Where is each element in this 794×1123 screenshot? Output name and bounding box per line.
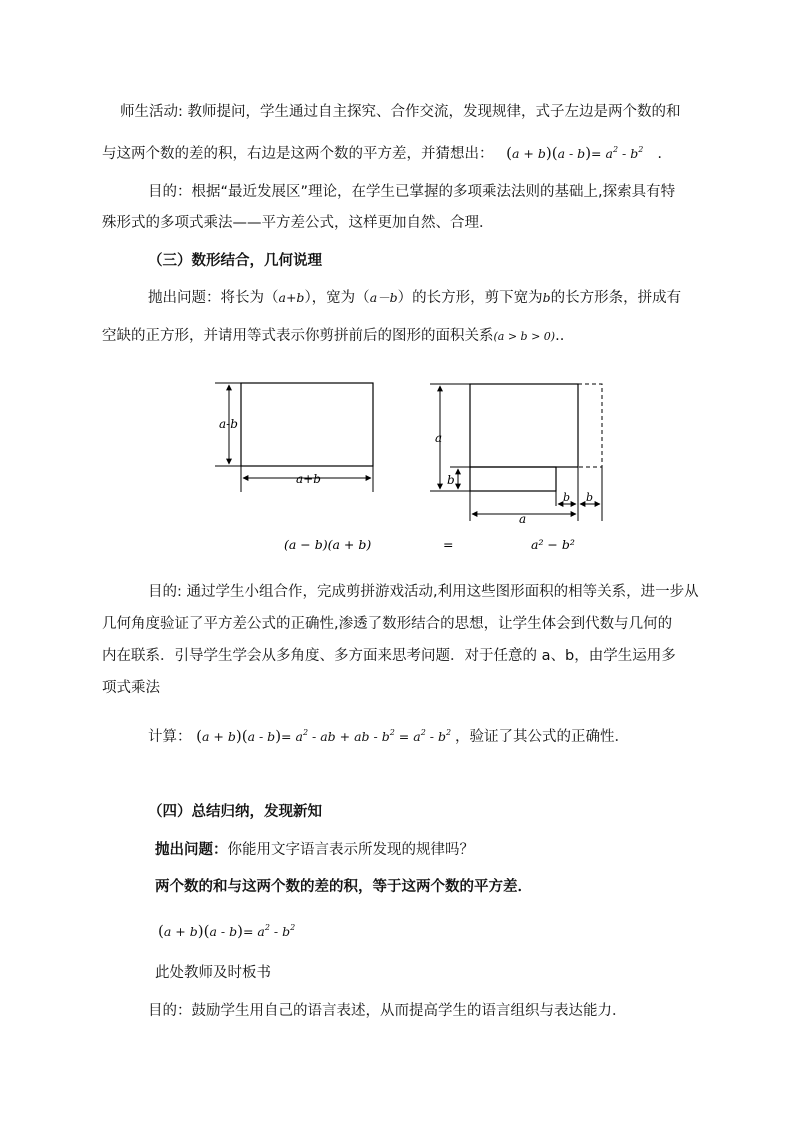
left-rectangle (241, 383, 373, 466)
right-bottom-strip (470, 467, 556, 491)
calc-line (148, 723, 629, 747)
right-square (470, 384, 578, 467)
left-width-label: a+b (296, 472, 321, 486)
question-label: 抛出问题： (155, 842, 228, 858)
problem-text-b: ），宽为（ (304, 290, 370, 306)
var-a-minus-b: a－b (369, 290, 398, 305)
purpose-2-line-3: 内在联系．引导学生学会从多角度、多方面来思考问题．对于任意的 a、b，由学生运用多 (102, 648, 676, 664)
condition: (a > b > 0) (493, 330, 556, 343)
rule-statement: 两个数的和与这两个数的差的积，等于这两个数的平方差． (155, 879, 532, 895)
right-b1-label: b (563, 491, 571, 504)
purpose-2-line-1: 目的: 通过学生小组合作，完成剪拼游戏活动,利用这些图形面积的相等关系，进一步从 (148, 584, 699, 600)
purpose-2-line-2: 几何角度验证了平方差公式的正确性,渗透了数形结合的思想，让学生体会到代数与几何的 (102, 616, 673, 632)
right-bottom-label: a (519, 512, 527, 526)
question-line (155, 840, 474, 860)
activity-line-2-text: 与这两个数的差的积，右边是这两个数的平方差，并猜想出： (102, 146, 494, 162)
teacher-note: 此处教师及时板书 (155, 965, 271, 981)
purpose-2-line-4: 项式乘法 (102, 680, 160, 696)
right-dashed-strip (578, 384, 602, 467)
problem-text-a: 抛出问题：将长为（ (148, 290, 279, 306)
var-a-plus-b: a+b (278, 290, 305, 305)
calc-label: 计算： (148, 729, 192, 745)
left-height-label: a-b (219, 417, 238, 431)
right-height-label: a (435, 431, 443, 445)
problem-line-1 (148, 288, 681, 308)
activity-line-2-end: . (657, 146, 662, 162)
caption-right: a² − b² (531, 537, 575, 552)
section-4-heading: （四）总结归纳，发现新知 (148, 804, 322, 820)
formula-final: $(a + b)(a - b)= a^2 - b^2$ (158, 922, 296, 940)
activity-line-2 (102, 140, 662, 164)
purpose-1-line-2: 殊形式的多项式乘法——平方差公式，这样更加自然、合理． (102, 215, 494, 231)
purpose-3: 目的：鼓励学生用自己的语言表述，从而提高学生的语言组织与表达能力． (148, 1003, 627, 1019)
problem-text-e: 空缺的正方形，并请用等式表示你剪拼前后的图形的面积关系 (102, 328, 494, 344)
problem-text-d: 的长方形条，拼成有 (550, 290, 682, 306)
caption-equals: = (443, 537, 454, 552)
problem-text-c: ）的长方形，剪下宽为 (397, 290, 543, 306)
purpose-1-line-1: 目的：根据“最近发展区”理论，在学生已掌握的多项乘法法则的基础上,探索具有特 (148, 184, 676, 200)
problem-line-2 (102, 326, 564, 347)
var-b: b (542, 290, 551, 305)
problem-text-f: .. (555, 328, 565, 344)
section-3-heading: （三）数形结合，几何说理 (148, 253, 322, 269)
formula-guess: $(a + b)(a - b)= a^2 - b^2$ (506, 144, 644, 162)
caption-left: (a − b)(a + b) (284, 537, 372, 552)
question-text: 你能用文字语言表示所发现的规律吗？ (227, 842, 474, 858)
geometry-figure (0, 370, 794, 560)
activity-line-1: 师生活动: 教师提问，学生通过自主探究、合作交流，发现规律，式子左边是两个数的和 (120, 104, 681, 120)
calc-post: ，验证了其公式的正确性． (455, 729, 630, 745)
right-b2-label: b (586, 491, 594, 504)
right-small-label: b (447, 473, 455, 487)
calc-formula: $(a + b)(a - b)= a^2$ - ab + ab - $b^2 = a^2 - b^2$ (196, 727, 452, 745)
